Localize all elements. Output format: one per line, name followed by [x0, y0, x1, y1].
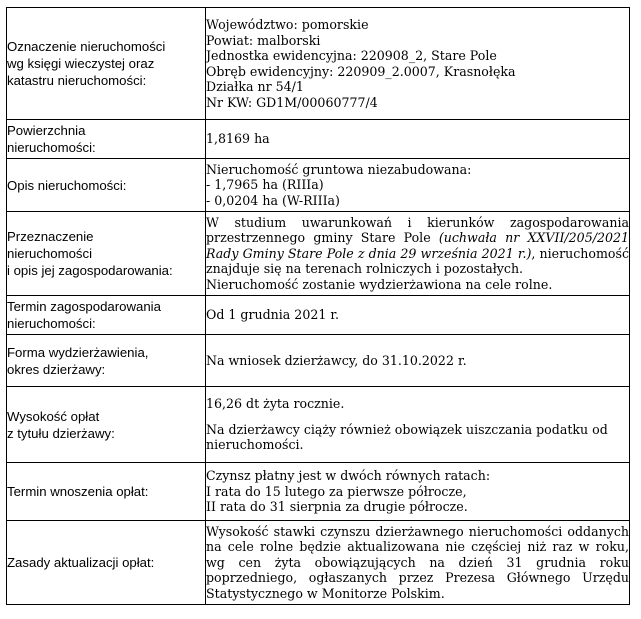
- label-line: Przeznaczenie: [7, 229, 94, 244]
- label-line: Zasady aktualizacji opłat:: [7, 555, 155, 570]
- row-value-fee-amount: [206, 387, 630, 463]
- row-value-purpose: [206, 212, 630, 296]
- area-text: 1,8169 ha: [206, 131, 270, 147]
- table-row: [7, 296, 630, 335]
- table-row: [7, 335, 630, 387]
- row-label-fee-amount: [7, 387, 206, 463]
- registry-unit-text: Jednostka ewidencyjna: 220908_2, Stare Pole: [206, 48, 497, 63]
- description-line: Nieruchomość gruntowa niezabudowana:: [206, 161, 472, 177]
- tax-obligation-text: Na dzierżawcy ciąży również obowiązek uiszczania podatku od nieruchomości.: [206, 421, 608, 453]
- fee-amount-text: 16,26 dt żyta rocznie.: [206, 396, 345, 412]
- label-line: nieruchomości:: [7, 140, 96, 155]
- row-label-description: [7, 159, 206, 212]
- label-line: Wysokość opłat: [7, 408, 100, 424]
- row-label-fee-update-rules: [7, 521, 206, 605]
- lease-purpose-text: Nieruchomość zostanie wydzierżawiona na cele rolne.: [206, 276, 553, 292]
- county-text: Powiat: malborski: [206, 32, 321, 48]
- table-row: [7, 120, 630, 159]
- table-row: [7, 463, 630, 521]
- row-label-development-date: [7, 296, 206, 335]
- purpose-text: , nieruchomość znajduje się na terenach rolniczych i pozostałych.: [206, 245, 630, 277]
- property-lease-table: [6, 7, 630, 605]
- label-line: Termin zagospodarowania: [7, 299, 161, 314]
- label-line: nieruchomości: [7, 246, 93, 261]
- table-row: [7, 521, 630, 605]
- row-value-development-date: [206, 296, 630, 335]
- row-value-property-designation: [206, 8, 630, 120]
- row-value-description: [206, 159, 630, 212]
- development-date-text: Od 1 grudnia 2021 r.: [206, 307, 340, 323]
- registry-precinct-text: Obręb ewidencyjny: 220909_2.0007, Krasnołęka: [206, 63, 516, 79]
- fee-update-text: Wysokość stawki czynszu dzierżawnego nieruchomości oddanych na cele rolne będzie aktualizowana nie częściej niż raz w roku, wg cen żyta obowiązujących na dzień 31 grudnia roku poprzedniego, ogłaszanych przez Prezesa Głównego Urzędu Statystycznego w Monitorze Polskim.: [206, 523, 629, 601]
- label-line: nieruchomości:: [7, 316, 96, 331]
- row-label-payment-terms: [7, 463, 206, 521]
- label-line: katastru nieruchomości:: [7, 73, 147, 88]
- label-line: Opis nieruchomości:: [7, 177, 127, 193]
- payment-terms-line: Czynsz płatny jest w dwóch równych ratach:: [206, 468, 491, 484]
- land-register-number-text: Nr KW: GD1M/00060777/4: [206, 94, 378, 110]
- lease-form-text: Na wniosek dzierżawcy, do 31.10.2022 r.: [206, 352, 467, 368]
- payment-terms-line: I rata do 15 lutego za pierwsze półrocze,: [206, 483, 467, 499]
- purpose-paragraph: [206, 215, 629, 277]
- label-line: Oznaczenie nieruchomości: [7, 39, 166, 54]
- row-label-purpose: [7, 212, 206, 296]
- label-line: z tytułu dzierżawy:: [7, 425, 115, 441]
- row-value-lease-form: [206, 335, 630, 387]
- row-value-fee-update-rules: [206, 521, 630, 605]
- plot-number-text: Działka nr 54/1: [206, 79, 304, 94]
- table-row: [7, 387, 630, 463]
- label-line: wg księgi wieczystej oraz: [7, 56, 155, 71]
- row-label-property-designation: [7, 8, 206, 120]
- row-value-payment-terms: [206, 463, 630, 521]
- label-line: Powierzchnia: [7, 123, 86, 138]
- purpose-text: W studium uwarunkowań i kierunków zagospodarowania przestrzennego gminy Stare Pole: [206, 214, 629, 246]
- label-line: Termin wnoszenia opłat:: [7, 484, 149, 499]
- table-row: [7, 159, 630, 212]
- table-row: [7, 212, 630, 296]
- row-label-area: [7, 120, 206, 159]
- row-label-lease-form: [7, 335, 206, 387]
- label-line: okres dzierżawy:: [7, 361, 106, 377]
- description-line: - 0,0204 ha (W-RIIIa): [206, 192, 340, 208]
- table-row: [7, 8, 630, 120]
- payment-terms-line: II rata do 31 sierpnia za drugie półrocze.: [206, 499, 468, 515]
- description-line: - 1,7965 ha (RIIIa): [206, 177, 324, 193]
- row-value-area: [206, 120, 630, 159]
- voivodeship-text: Województwo: pomorskie: [206, 17, 369, 32]
- label-line: Forma wydzierżawienia,: [7, 344, 149, 360]
- label-line: i opis jej zagospodarowania:: [7, 263, 173, 278]
- resolution-reference: (uchwała nr XXVII/205/2021 Rady Gminy Stare Pole z dnia 29 września 2021 r.): [206, 230, 629, 261]
